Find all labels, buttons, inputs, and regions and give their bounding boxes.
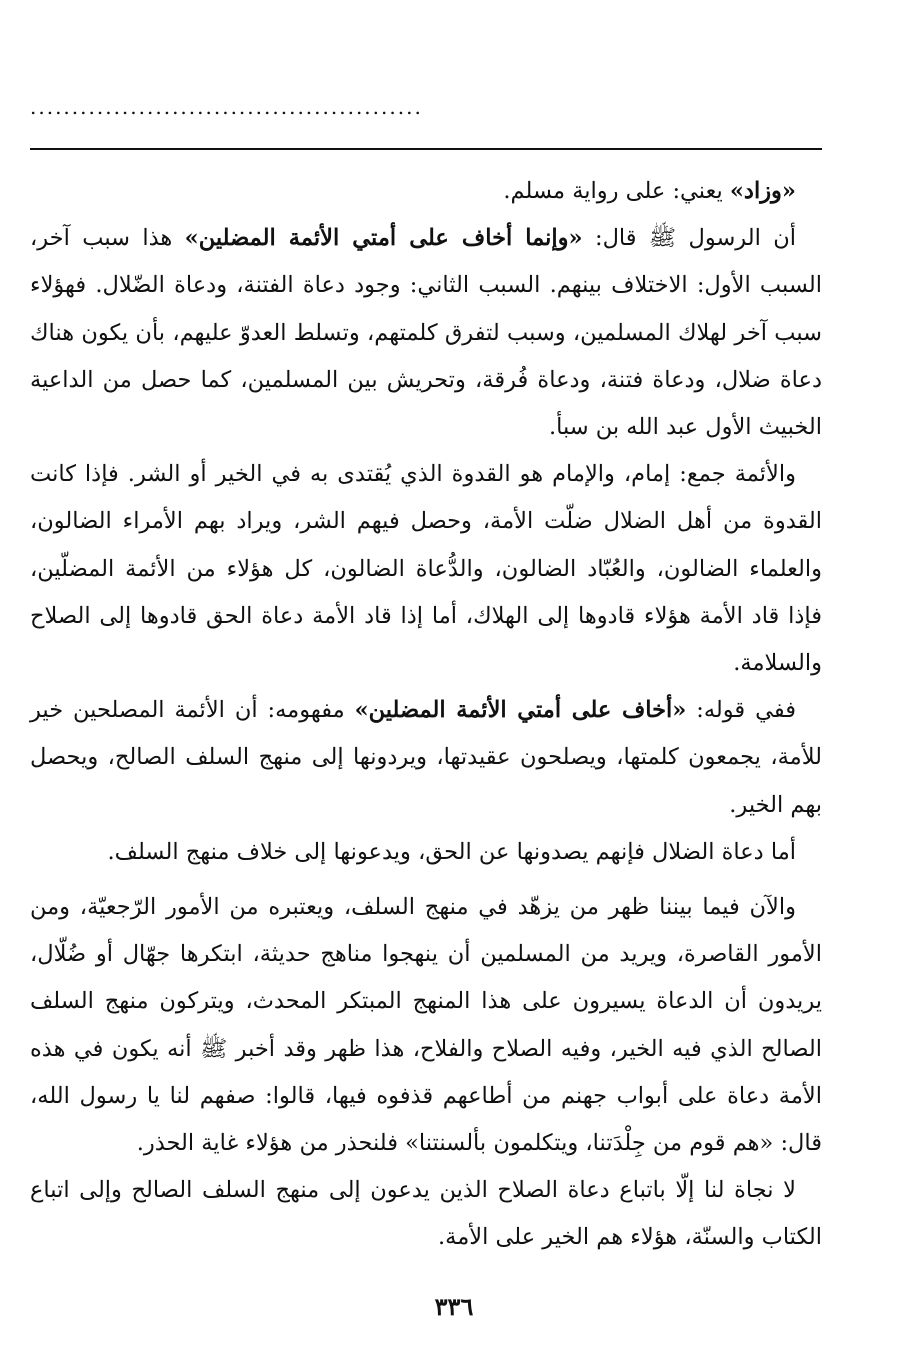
hadith-quote: «وإنما أخاف على أمتي الأئمة المضلين» [184, 225, 583, 252]
paragraph-text: أما دعاة الضلال فإنهم يصدونها عن الحق، ويدعونها إلى خلاف منهج السلف. [107, 838, 796, 865]
paragraph-text: يعني: على رواية مسلم. [503, 178, 730, 204]
paragraph-7 [30, 1167, 822, 1261]
paragraph-4 [30, 687, 822, 829]
paragraph-text: والأئمة جمع: إمام، والإمام هو القدوة الذي يُقتدى به في الخير أو الشر. فإذا كانت القدوة من أهل الضلال ضلّت الأمة، وحصل فيهم الشر، ويراد بهم الأمراء الضالون، والعلماء الضالون، والعُبّاد الضالون، والدُّعاة الضالون، كل هؤلاء من الأئمة المضلّين، فإذا قاد الأمة هؤلاء قادوها إلى الهلاك، أما إذا قاد الأمة دعاة الحق قادوها إلى الصلاح والسلامة. [30, 461, 822, 677]
paragraph-1 [30, 168, 822, 215]
page-body [30, 168, 822, 1262]
paragraph-6 [30, 884, 822, 1167]
paragraph-text: هذا سبب آخر، السبب الأول: الاختلاف بينهم. السبب الثاني: وجود دعاة الفتنة، ودعاة الضّلال. فهؤلاء سبب آخر لهلاك المسلمين، وسبب لتفرق كلمتهم، وتسلط العدوّ عليهم، بأن يكون هناك دعاة ضلال، ودعاة فتنة، ودعاة فُرقة، وتحريش بين المسلمين، كما حصل من الداعية الخبيث الأول عبد الله بن سبأ. [30, 225, 822, 441]
paragraph-text: لا نجاة لنا إلّا باتباع دعاة الصلاح الذين يدعون إلى منهج السلف الصالح وإلى اتباع الكتاب والسنّة، هؤلاء هم الخير على الأمة. [30, 1177, 822, 1251]
paragraph-text: والآن فيما بيننا ظهر من يزهّد في منهج السلف، ويعتبره من الأمور الرّجعيّة، ومن الأمور القاصرة، ويريد من المسلمين أن ينهجوا مناهج حديثة، ابتكرها جهّال أو ضُلّال، يريدون أن الدعاة يسيرون على هذا المنهج المبتكر المحدث، ويتركون منهج السلف الصالح الذي فيه الخير، وفيه الصلاح والفلاح، هذا ظهر وقد أخبر ﷺ أنه يكون في هذه الأمة دعاة على أبواب جهنم من أطاعهم قذفوه فيها، قالوا: صفهم لنا يا رسول الله، قال: «هم قوم من جِلْدَتنا، ويتكلمون بألسنتنا» فلنحذر من هؤلاء غاية الحذر. [30, 894, 822, 1157]
paragraph-text: أن الرسول ﷺ قال: [582, 225, 796, 252]
page-number: ٣٣٦ [434, 1292, 474, 1321]
hadith-quote: «أخاف على أمتي الأئمة المضلين» [354, 697, 687, 724]
paragraph-3 [30, 451, 822, 687]
header-dotted-line: ............................................... [30, 95, 423, 119]
paragraph-text: ففي قوله: [686, 697, 796, 724]
quote-bold: «وزاد» [729, 178, 796, 204]
paragraph-text: مفهومه: أن الأئمة المصلحين خير للأمة، يجمعون كلمتها، ويصلحون عقيدتها، ويردونها إلى منهج السلف الصالح، ويحصل بهم الخير. [30, 697, 822, 818]
paragraph-2 [30, 215, 822, 451]
header-rule [30, 148, 822, 150]
paragraph-5 [30, 829, 822, 876]
